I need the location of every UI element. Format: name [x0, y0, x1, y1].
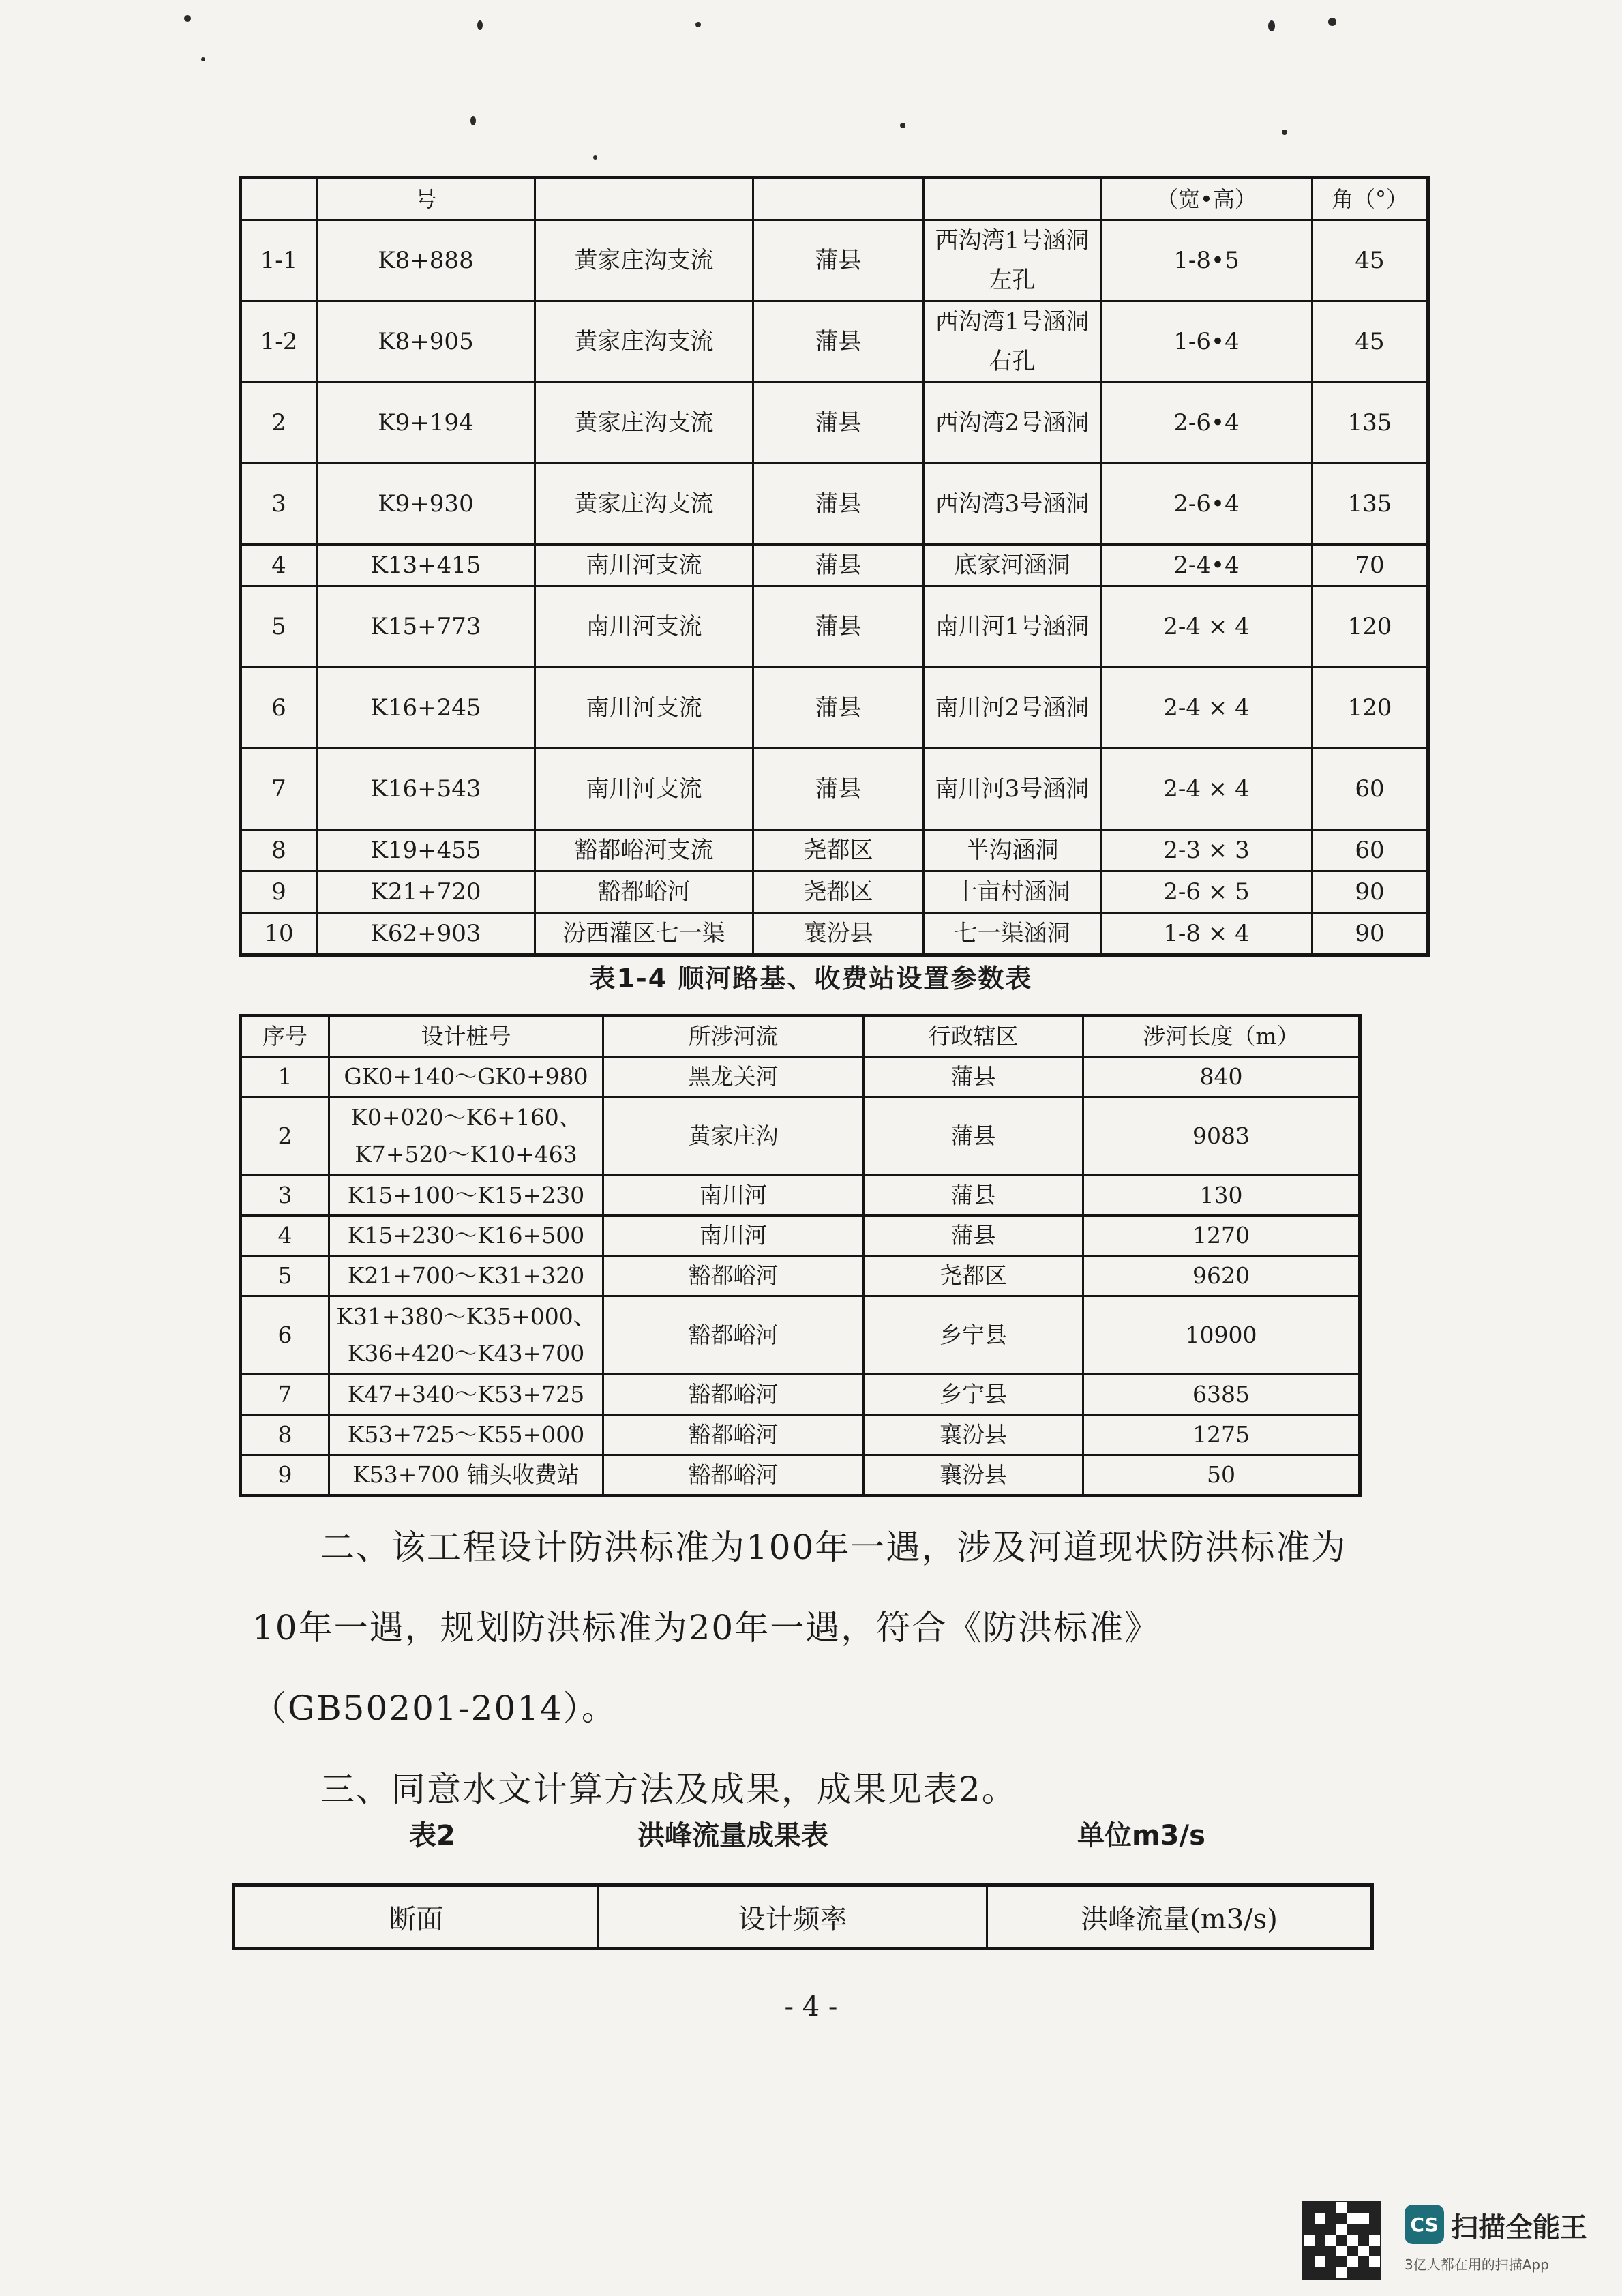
table-row	[241, 913, 1428, 955]
cell-district: 蒲县	[753, 749, 924, 830]
table-2	[232, 1883, 1374, 1950]
cell-no: 1-2	[241, 301, 317, 383]
cell-river: 南川河支流	[535, 668, 753, 749]
cell-length: 50	[1083, 1455, 1360, 1496]
cell-district: 尧都区	[864, 1256, 1083, 1296]
watermark-brand: 扫描全能王	[1451, 2212, 1587, 2243]
cell-angle: 60	[1312, 830, 1428, 871]
cell-no: 4	[241, 545, 317, 586]
culvert-table-header	[241, 178, 1428, 220]
cell-no: 4	[241, 1216, 329, 1256]
cell-angle: 135	[1312, 464, 1428, 545]
table-row	[241, 668, 1428, 749]
cell-district: 乡宁县	[864, 1375, 1083, 1415]
cell-length: 9620	[1083, 1256, 1360, 1296]
cell-station: K16+543	[317, 749, 535, 830]
cell-length: 1270	[1083, 1216, 1360, 1256]
cell-station: K0+020～K6+160、K7+520～K10+463	[329, 1097, 603, 1176]
table-row	[241, 1216, 1360, 1256]
cell-no: 1-1	[241, 220, 317, 301]
table-2-header	[234, 1885, 1372, 1949]
cell-river: 豁都峪河支流	[535, 830, 753, 871]
scan-speck	[900, 123, 905, 128]
cell-district: 蒲县	[864, 1097, 1083, 1176]
cell-station: K21+700～K31+320	[329, 1256, 603, 1296]
cell-district: 蒲县	[864, 1057, 1083, 1097]
cell-span: 1-8 × 4	[1101, 913, 1312, 955]
cell-station: K21+720	[317, 871, 535, 913]
header-cell: （宽•高）	[1101, 178, 1312, 220]
cell-name: 西沟湾1号涵洞右孔	[924, 301, 1101, 383]
cell-river: 豁都峪河	[603, 1375, 864, 1415]
table-row	[241, 871, 1428, 913]
qr-code-icon	[1302, 2201, 1381, 2280]
cell-angle: 70	[1312, 545, 1428, 586]
cell-span: 2-6•4	[1101, 383, 1312, 464]
cell-no: 5	[241, 586, 317, 668]
cell-span: 2-4•4	[1101, 545, 1312, 586]
table-row	[241, 220, 1428, 301]
cell-no: 5	[241, 1256, 329, 1296]
cell-station: K31+380～K35+000、K36+420～K43+700	[329, 1296, 603, 1375]
cell-name: 南川河3号涵洞	[924, 749, 1101, 830]
paragraph-flood-standard: 二、该工程设计防洪标准为100年一遇，涉及河道现状防洪标准为10年一遇，规划防洪标准为20年一遇，符合《防洪标准》（GB50201-2014）。	[252, 1527, 1347, 1728]
cell-station: K15+100～K15+230	[329, 1176, 603, 1216]
header-cell: 号	[317, 178, 535, 220]
cell-no: 2	[241, 383, 317, 464]
table-2-unit: 单位m3/s	[1077, 1820, 1205, 1851]
camscanner-logo-icon: CS	[1405, 2205, 1444, 2244]
table-row	[241, 383, 1428, 464]
cell-name: 底家河涵洞	[924, 545, 1101, 586]
cell-district: 蒲县	[753, 383, 924, 464]
cell-span: 2-4 × 4	[1101, 586, 1312, 668]
cell-name: 十亩村涵洞	[924, 871, 1101, 913]
cell-span: 2-4 × 4	[1101, 749, 1312, 830]
header-cell	[241, 178, 317, 220]
cell-no: 7	[241, 749, 317, 830]
cell-span: 2-3 × 3	[1101, 830, 1312, 871]
cell-river: 豁都峪河	[535, 871, 753, 913]
scan-speck	[477, 20, 483, 30]
cell-no: 3	[241, 464, 317, 545]
cell-station: K8+888	[317, 220, 535, 301]
table-2-title: 洪峰流量成果表	[637, 1820, 828, 1851]
table-row	[241, 586, 1428, 668]
table-1-4-header	[241, 1016, 1360, 1057]
table-row	[241, 1176, 1360, 1216]
cell-no: 10	[241, 913, 317, 955]
cell-station: K8+905	[317, 301, 535, 383]
cell-span: 1-6•4	[1101, 301, 1312, 383]
scan-speck	[184, 15, 191, 22]
cell-district: 蒲县	[753, 464, 924, 545]
cell-length: 6385	[1083, 1375, 1360, 1415]
table-row	[241, 301, 1428, 383]
cell-river: 豁都峪河	[603, 1256, 864, 1296]
cell-span: 2-4 × 4	[1101, 668, 1312, 749]
cell-station: K62+903	[317, 913, 535, 955]
scan-speck	[593, 155, 597, 160]
cell-river: 南川河支流	[535, 586, 753, 668]
cell-river: 黄家庄沟支流	[535, 383, 753, 464]
cell-river: 黑龙关河	[603, 1057, 864, 1097]
cell-river: 汾西灌区七一渠	[535, 913, 753, 955]
cell-district: 襄汾县	[753, 913, 924, 955]
cell-length: 1275	[1083, 1415, 1360, 1455]
cell-station: K19+455	[317, 830, 535, 871]
cell-district: 蒲县	[753, 220, 924, 301]
scan-speck	[470, 116, 476, 125]
scan-speck	[201, 57, 205, 61]
cell-station: K53+725～K55+000	[329, 1415, 603, 1455]
scan-speck	[1282, 130, 1287, 135]
cell-angle: 135	[1312, 383, 1428, 464]
table-row	[241, 1097, 1360, 1176]
cell-angle: 60	[1312, 749, 1428, 830]
header-cell: 设计桩号	[329, 1016, 603, 1057]
header-cell: 设计频率	[599, 1885, 987, 1949]
cell-span: 2-6 × 5	[1101, 871, 1312, 913]
cell-river: 南川河	[603, 1216, 864, 1256]
cell-angle: 120	[1312, 586, 1428, 668]
cell-name: 半沟涵洞	[924, 830, 1101, 871]
cell-river: 南川河支流	[535, 545, 753, 586]
cell-station: K16+245	[317, 668, 535, 749]
cell-no: 6	[241, 668, 317, 749]
cell-no: 8	[241, 1415, 329, 1455]
cell-district: 蒲县	[753, 545, 924, 586]
table-row	[241, 1256, 1360, 1296]
table-row	[241, 464, 1428, 545]
cell-river: 南川河	[603, 1176, 864, 1216]
header-cell: 角（°）	[1312, 178, 1428, 220]
cell-district: 蒲县	[753, 301, 924, 383]
cell-river: 豁都峪河	[603, 1415, 864, 1455]
cell-district: 蒲县	[864, 1176, 1083, 1216]
culvert-table	[239, 176, 1430, 957]
cell-district: 尧都区	[753, 871, 924, 913]
header-cell: 所涉河流	[603, 1016, 864, 1057]
header-cell: 行政辖区	[864, 1016, 1083, 1057]
cell-river: 黄家庄沟支流	[535, 301, 753, 383]
cell-river: 豁都峪河	[603, 1296, 864, 1375]
table-row	[241, 1415, 1360, 1455]
cell-no: 6	[241, 1296, 329, 1375]
cell-no: 1	[241, 1057, 329, 1097]
cell-river: 豁都峪河	[603, 1455, 864, 1496]
table-row	[241, 830, 1428, 871]
header-cell	[753, 178, 924, 220]
cell-name: 西沟湾1号涵洞左孔	[924, 220, 1101, 301]
cell-angle: 120	[1312, 668, 1428, 749]
cell-no: 2	[241, 1097, 329, 1176]
cell-length: 10900	[1083, 1296, 1360, 1375]
cell-name: 七一渠涵洞	[924, 913, 1101, 955]
header-cell	[924, 178, 1101, 220]
cell-angle: 90	[1312, 871, 1428, 913]
cell-no: 9	[241, 871, 317, 913]
cell-station: K15+773	[317, 586, 535, 668]
cell-station: K9+194	[317, 383, 535, 464]
cell-district: 襄汾县	[864, 1415, 1083, 1455]
cell-name: 西沟湾3号涵洞	[924, 464, 1101, 545]
cell-station: GK0+140～GK0+980	[329, 1057, 603, 1097]
cell-river: 黄家庄沟支流	[535, 220, 753, 301]
table-row	[241, 1296, 1360, 1375]
paragraph-hydrology: 三、同意水文计算方法及成果，成果见表2。	[320, 1770, 1017, 1809]
cell-no: 7	[241, 1375, 329, 1415]
cell-station: K9+930	[317, 464, 535, 545]
page-number: - 4 -	[784, 1991, 838, 2023]
cell-angle: 45	[1312, 301, 1428, 383]
header-cell: 断面	[234, 1885, 599, 1949]
cell-length: 840	[1083, 1057, 1360, 1097]
cell-no: 8	[241, 830, 317, 871]
cell-district: 尧都区	[753, 830, 924, 871]
scan-speck	[1268, 20, 1275, 31]
scanner-watermark	[1302, 2201, 1602, 2282]
cell-station: K53+700 铺头收费站	[329, 1455, 603, 1496]
cell-district: 蒲县	[864, 1216, 1083, 1256]
table-row	[241, 1057, 1360, 1097]
header-cell	[535, 178, 753, 220]
cell-district: 蒲县	[753, 668, 924, 749]
cell-no: 3	[241, 1176, 329, 1216]
header-cell: 洪峰流量(m3/s)	[987, 1885, 1372, 1949]
cell-station: K47+340～K53+725	[329, 1375, 603, 1415]
cell-river: 南川河支流	[535, 749, 753, 830]
cell-river: 黄家庄沟支流	[535, 464, 753, 545]
cell-district: 乡宁县	[864, 1296, 1083, 1375]
scan-speck	[695, 22, 701, 27]
table-row	[241, 1375, 1360, 1415]
scan-speck	[1328, 18, 1336, 26]
table-2-label: 表2	[409, 1820, 455, 1851]
table-row	[241, 749, 1428, 830]
cell-station: K15+230～K16+500	[329, 1216, 603, 1256]
cell-station: K13+415	[317, 545, 535, 586]
watermark-tagline: 3亿人都在用的扫描App	[1405, 2256, 1549, 2273]
cell-district: 蒲县	[753, 586, 924, 668]
cell-angle: 45	[1312, 220, 1428, 301]
header-cell: 序号	[241, 1016, 329, 1057]
cell-span: 1-8•5	[1101, 220, 1312, 301]
header-cell: 涉河长度（m）	[1083, 1016, 1360, 1057]
cell-no: 9	[241, 1455, 329, 1496]
cell-name: 南川河2号涵洞	[924, 668, 1101, 749]
cell-angle: 90	[1312, 913, 1428, 955]
cell-span: 2-6•4	[1101, 464, 1312, 545]
cell-name: 南川河1号涵洞	[924, 586, 1101, 668]
cell-district: 襄汾县	[864, 1455, 1083, 1496]
table-row	[241, 545, 1428, 586]
table-row	[241, 1455, 1360, 1496]
cell-length: 130	[1083, 1176, 1360, 1216]
table-1-4-caption: 表1-4 顺河路基、收费站设置参数表	[589, 964, 1033, 994]
cell-length: 9083	[1083, 1097, 1360, 1176]
table-1-4	[239, 1014, 1362, 1497]
cell-name: 西沟湾2号涵洞	[924, 383, 1101, 464]
cell-river: 黄家庄沟	[603, 1097, 864, 1176]
